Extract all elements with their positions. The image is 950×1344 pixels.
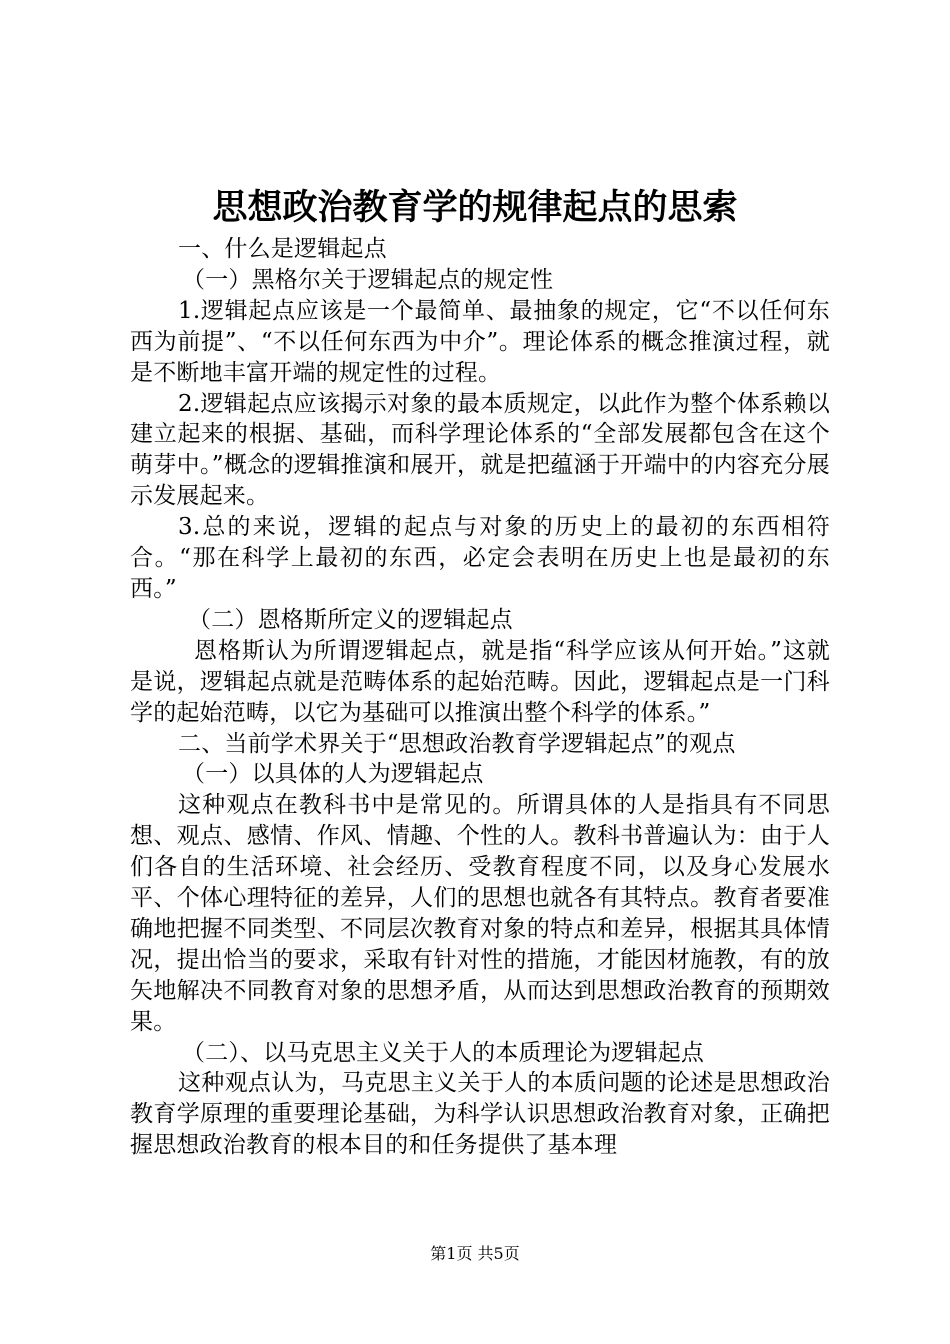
subsection-heading-3: （一）以具体的人为逻辑起点: [182, 761, 484, 788]
document-title: 思想政治教育学的规律起点的思索: [212, 187, 738, 228]
subsection-heading-2: （二）恩格斯所定义的逻辑起点: [188, 606, 513, 633]
section-heading-2: 二、当前学术界关于“思想政治教育学逻辑起点”的观点: [178, 730, 736, 757]
paragraph-point-3: 3.总的来说，逻辑的起点与对象的历史上的最初的东西相符合。“那在科学上最初的东西，必定会表明在历史上也是最初的东西。”: [130, 514, 830, 602]
subsection-heading-4: （二）、以马克思主义关于人的本质理论为逻辑起点: [182, 1039, 705, 1066]
document-body: [130, 234, 830, 1161]
paragraph-point-2: 2.逻辑起点应该揭示对象的最本质规定，以此作为整个体系赖以建立起来的根据、基础，而科学理论体系的“全部发展都包含在这个萌芽中。”概念的逻辑推演和展开，就是把蕴涵于开端中的内容充分展示发展起来。: [130, 390, 830, 510]
page-number-footer: 第1页 共5页: [430, 1244, 520, 1263]
paragraph-point-1: 1.逻辑起点应该是一个最简单、最抽象的规定，它“不以任何东西为前提”、“不以任何东西为中介”。理论体系的概念推演过程，就是不断地丰富开端的规定性的过程。: [130, 297, 830, 386]
paragraph-engels: 恩格斯认为所谓逻辑起点，就是指“科学应该从何开始。”这就是说，逻辑起点就是范畴体系的起始范畴。因此，逻辑起点是一门科学的起始范畴，以它为基础可以推演出整个科学的体系。”: [130, 637, 830, 726]
paragraph-marxist-view: 这种观点认为，马克思主义关于人的本质问题的论述是思想政治教育学原理的重要理论基础，为科学认识思想政治教育对象，正确把握思想政治教育的根本目的和任务提供了基本理: [130, 1070, 830, 1159]
subsection-heading-1: （一）黑格尔关于逻辑起点的规定性: [182, 266, 554, 293]
section-heading-1: 一、什么是逻辑起点: [178, 236, 387, 262]
paragraph-concrete-person: 这种观点在教科书中是常见的。所谓具体的人是指具有不同思想、观点、感情、作风、情趣、个性的人。教科书普遍认为：由于人们各自的生活环境、社会经历、受教育程度不同，以及身心发展水平、个体心理特征的差异，人们的思想也就各有其特点。教育者要准确地把握不同类型、不同层次教育对象的特点和差异，根据其具体情况，提出恰当的要求，采取有针对性的措施，才能因材施教，有的放矢地解决不同教育对象的思想矛盾，从而达到思想政治教育的预期效果。: [130, 792, 830, 1035]
